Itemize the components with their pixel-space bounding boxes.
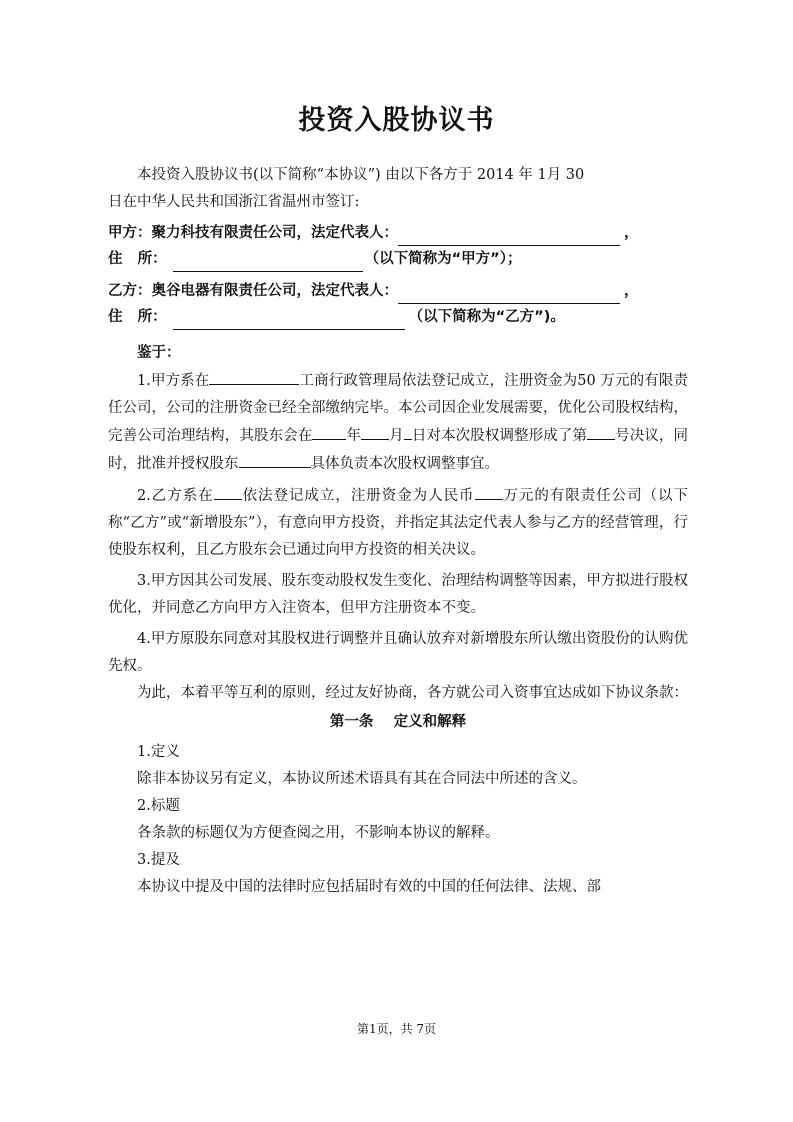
party-a-representative-blank: [398, 228, 620, 246]
clause-1-text-g: 具体负责本次股权调整事宜。: [310, 456, 499, 472]
whereas-clause-4: 4.甲方原股东同意对其股权进行调整并且确认放弃对新增股东所认缴出资股份的认购优先权。: [108, 631, 688, 674]
party-a-address-blank: [173, 254, 363, 272]
clause-1-year-label: 年: [346, 428, 362, 444]
item-3-heading: 3.提及: [137, 852, 180, 868]
article-1-heading: 第一条 定义和解释: [329, 714, 467, 730]
party-b-address-label: 住 所：: [108, 309, 167, 325]
clause-1-month-blank: [361, 422, 389, 440]
clause-1-text-f: 号决议，同时，批准并授权股东: [108, 428, 689, 472]
intro-line-2: 日在中华人民共和国浙江省温州市签订:: [108, 194, 360, 210]
party-a-line-1-suffix: ，: [624, 225, 639, 241]
clause-1-text-a: 1.甲方系在: [137, 373, 210, 389]
clause-1-day-blank: [404, 422, 412, 440]
clause-1-resolution-blank: [587, 422, 615, 440]
clause-1-shareholder-blank: [239, 450, 311, 468]
party-b-name-label: 乙方：奥谷电器有限责任公司，法定代表人：: [108, 283, 398, 299]
whereas-clause-2: [108, 482, 688, 564]
document-body: [108, 162, 688, 901]
clause-1-text-b: 工商行政管理局依法登记成立，注册资金为50 万元的有限责任公司，公司的注册资金已经全部缴纳完毕。本公司因企业发展需要，优化公司股权结构，完善公司治理结构，其股东会在: [108, 373, 688, 444]
party-a-name-label: 甲方：聚力科技有限责任公司，法定代表人：: [108, 225, 398, 241]
clause-2-text-a: 2.乙方系在: [137, 488, 214, 504]
item-2-text: 各条款的标题仅为方便查阅之用，不影响本协议的解释。: [137, 825, 500, 841]
party-a-line-1: [108, 220, 688, 246]
party-b-address-blank: [173, 312, 405, 330]
clause-1-bureau-blank: [209, 367, 299, 385]
intro-line-1: 本投资入股协议书(以下简称“本协议”) 由以下各方于 2014 年 1月 30: [137, 167, 585, 183]
clause-2-text-b: 依法登记成立，注册资金为人民币: [241, 488, 475, 504]
party-b-line-2: [108, 304, 688, 330]
clause-2-capital-blank: [475, 482, 503, 500]
party-a-address-label: 住 所：: [108, 251, 167, 267]
party-b-alias: （以下简称为“乙方”)。: [408, 309, 565, 325]
whereas-heading: 鉴于：: [137, 345, 181, 361]
page-number-footer: 第1页，共 7页: [356, 1022, 437, 1036]
whereas-clause-3: 3.甲方因其公司发展、股东变动股权发生变化、治理结构调整等因素，甲方拟进行股权优化，并同意乙方向甲方入注资本，但甲方注册资本不变。: [108, 573, 688, 616]
party-a-alias: （以下简称为“甲方”）；: [364, 251, 522, 267]
item-1-heading: 1.定义: [137, 744, 180, 760]
party-b-line-1: [108, 278, 688, 304]
item-1-text: 除非本协议另有定义，本协议所述术语具有其在合同法中所述的含义。: [137, 771, 587, 787]
whereas-clause-1: [108, 367, 688, 478]
item-3-text: 本协议中提及中国的法律时应包括届时有效的中国的任何法律、法规、部: [137, 879, 601, 895]
party-a-block: [108, 220, 688, 272]
party-b-block: [108, 278, 688, 330]
clause-2-location-blank: [214, 482, 242, 500]
clause-1-month-label: 月: [389, 428, 404, 444]
conclusion-paragraph: 为此，本着平等互利的原则，经过友好协商，各方就公司入资事宜达成如下协议条款：: [137, 685, 688, 701]
clause-1-year-blank: [312, 422, 346, 440]
document-title: 投资入股协议书: [298, 105, 495, 136]
clause-2-text-c: 万元的有限责任公司（以下称“乙方”或“新增股东”），有意向甲方投资，并指定其法定代表人参与乙方的经营管理，行使股东权利，且乙方股东会已通过向甲方投资的相关决议。: [108, 488, 689, 558]
item-2-heading: 2.标题: [137, 798, 180, 814]
party-b-representative-blank: [398, 286, 620, 304]
clause-1-text-e: 日对本次股权调整形成了第: [411, 428, 588, 444]
party-a-line-2: [108, 246, 688, 272]
party-b-line-1-suffix: ，: [624, 283, 639, 299]
